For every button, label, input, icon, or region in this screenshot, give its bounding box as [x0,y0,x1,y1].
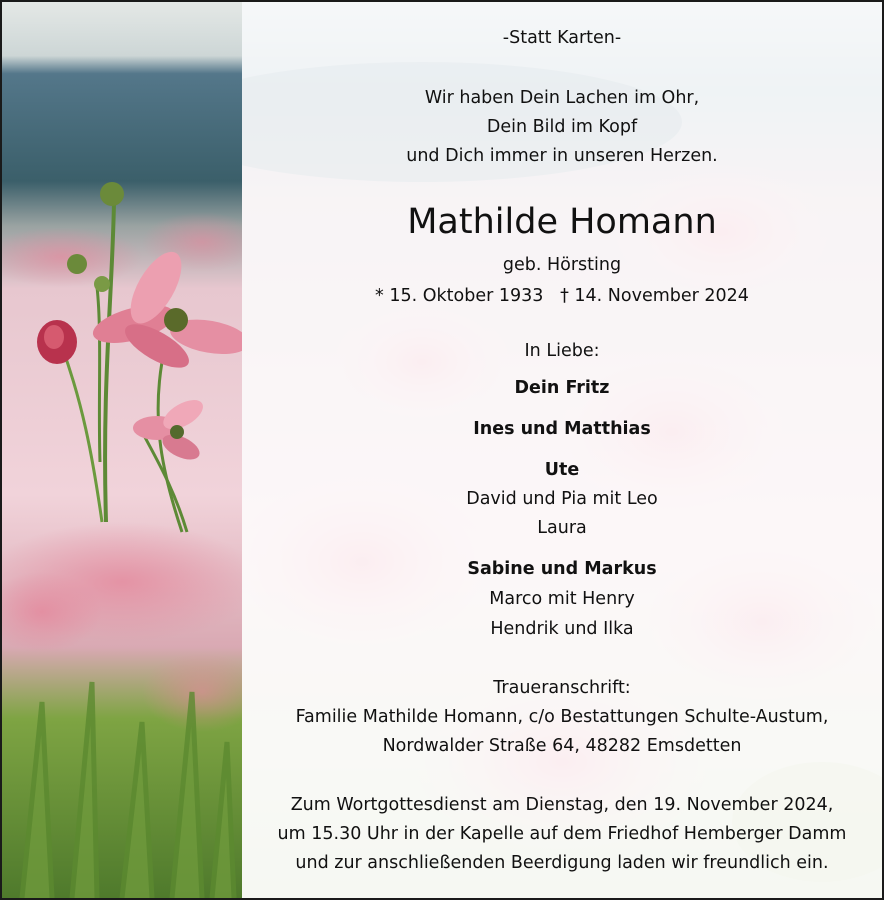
address-line-1: Familie Mathilde Homann, c/o Bestattungen Schulte-Austum, [295,707,829,727]
obituary-text [242,2,882,898]
mourner-family-3-member: Hendrik und Ilka [490,619,634,639]
mourner-family-1: Ines und Matthias [473,419,651,439]
deceased-name: Mathilde Homann [407,202,717,242]
birth-name: geb. Hörsting [502,255,622,275]
poem-line-2: Dein Bild im Kopf [486,117,638,137]
mourner-spouse: Dein Fritz [514,378,610,398]
mourner-family-3-member: Marco mit Henry [489,589,635,609]
mourner-family-3-head: Sabine und Markus [467,559,657,579]
cosmos-flowers-image [2,2,242,898]
poem-line-3: und Dich immer in unseren Herzen. [406,146,718,166]
statt-karten-note: -Statt Karten- [502,28,622,48]
service-line-3: und zur anschließenden Beerdigung laden wir freundlich ein. [295,853,829,873]
address-line-2: Nordwalder Straße 64, 48282 Emsdetten [382,736,742,756]
mourner-family-2-member: Laura [537,518,587,538]
service-line-2: um 15.30 Uhr in der Kapelle auf dem Friedhof Hemberger Damm [277,824,847,844]
address-label: Traueranschrift: [493,678,631,698]
poem-line-1: Wir haben Dein Lachen im Ohr, [424,88,700,108]
mourner-family-2-head: Ute [544,460,580,480]
life-dates: * 15. Oktober 1933 † 14. November 2024 [375,286,749,306]
mourner-family-2-member: David und Pia mit Leo [466,489,658,509]
in-liebe-label: In Liebe: [524,341,600,361]
service-line-1: Zum Wortgottesdienst am Dienstag, den 19. November 2024, [290,795,834,815]
